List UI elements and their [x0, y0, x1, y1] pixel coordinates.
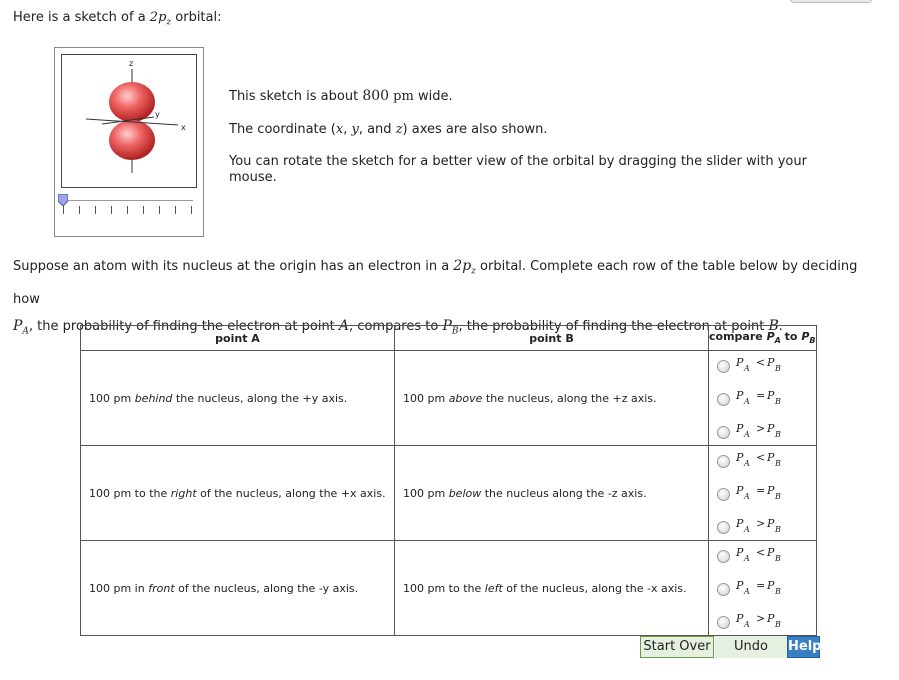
radio-button[interactable]	[717, 393, 730, 406]
header-compare-to: to	[780, 330, 802, 344]
x-axis-label: x	[181, 123, 186, 132]
compare-expression	[736, 451, 796, 471]
slider-tick	[95, 206, 96, 214]
slider-tick	[63, 206, 64, 214]
intro-suffix: orbital:	[171, 10, 222, 25]
point-b-cell-emphasis: below	[448, 486, 482, 500]
header-compare	[709, 326, 817, 351]
expr-s2: B	[775, 587, 781, 596]
point-a-cell-emphasis: right	[170, 486, 197, 500]
q-t1: Suppose an atom with its nucleus at the origin has an electron in a	[13, 259, 454, 274]
expr-s1: A	[744, 492, 750, 501]
info2-y: y	[351, 122, 359, 137]
compare-expression	[736, 389, 796, 409]
expr-s2: B	[775, 397, 781, 406]
orbital-svg	[62, 55, 196, 187]
compare-expression	[736, 579, 796, 599]
point-b-cell-post: the nucleus along the -z axis.	[481, 486, 647, 500]
sketch-size-info	[229, 88, 453, 104]
expr-op: <	[756, 546, 766, 559]
q-point-a: A	[338, 317, 350, 334]
upper-lobe	[109, 82, 155, 122]
point-a-cell-post: the nucleus, along the +y axis.	[172, 391, 348, 405]
expr-s2: B	[775, 620, 781, 629]
header-compare-pb: P	[801, 330, 810, 344]
expr-p2: P	[767, 422, 775, 435]
slider-tick	[111, 206, 112, 214]
q-t4: , compares to	[349, 318, 443, 334]
compare-option[interactable]	[717, 611, 816, 633]
q-pa-sub: A	[22, 326, 29, 337]
q-pb-sub: B	[451, 326, 459, 337]
q-pa: P	[13, 317, 23, 334]
radio-button[interactable]	[717, 550, 730, 563]
z-axis-label: z	[129, 59, 134, 68]
expr-s1: A	[744, 554, 750, 563]
header-compare-pb-sub: B	[809, 336, 816, 346]
slider-tick	[143, 206, 144, 214]
radio-button[interactable]	[717, 521, 730, 534]
slider-tick	[127, 206, 128, 214]
table-row	[81, 541, 817, 636]
compare-expression	[736, 484, 796, 504]
help-button[interactable]: Help	[787, 636, 820, 658]
compare-radio-group	[709, 351, 816, 445]
slider-tick	[159, 206, 160, 214]
expr-s1: A	[744, 397, 750, 406]
info2-x: x	[335, 122, 344, 137]
start-over-button[interactable]: Start Over	[640, 636, 714, 658]
expr-p1: P	[736, 546, 744, 559]
expr-s1: A	[744, 525, 750, 534]
info2-prefix: The coordinate (	[229, 122, 336, 137]
info1-prefix: This sketch is about	[229, 89, 363, 104]
radio-button[interactable]	[717, 616, 730, 629]
point-b-cell-post: of the nucleus, along the -x axis.	[502, 581, 687, 595]
point-a-cell	[81, 446, 395, 541]
compare-cell	[709, 541, 817, 636]
expr-p2: P	[767, 389, 775, 402]
compare-option[interactable]	[717, 421, 816, 443]
orbital-sketch-panel	[54, 47, 204, 237]
slider-tick	[175, 206, 176, 214]
compare-radio-group	[709, 541, 816, 635]
info2-suffix: ) axes are also shown.	[402, 122, 548, 137]
radio-button[interactable]	[717, 455, 730, 468]
expr-p2: P	[767, 546, 775, 559]
table-row	[81, 446, 817, 541]
expr-op: =	[756, 484, 766, 497]
point-a-cell-post: of the nucleus, along the -y axis.	[174, 581, 359, 595]
radio-button[interactable]	[717, 583, 730, 596]
expr-p1: P	[736, 389, 744, 402]
compare-expression	[736, 612, 796, 632]
point-a-cell	[81, 351, 395, 446]
q-point-b: B	[768, 317, 779, 334]
q-t6: .	[778, 318, 783, 334]
info1-suffix: wide.	[413, 89, 453, 104]
expr-p2: P	[767, 517, 775, 530]
compare-option[interactable]	[717, 450, 816, 472]
expr-op: <	[756, 356, 766, 369]
rotate-info: You can rotate the sketch for a better view of the orbital by dragging the slider with your mouse.	[229, 154, 807, 185]
expr-p2: P	[767, 356, 775, 369]
orbital-viewport	[61, 54, 197, 188]
expr-p1: P	[736, 484, 744, 497]
slider-ticks	[63, 206, 193, 216]
point-b-cell-pre: 100 pm	[403, 391, 449, 405]
point-b-cell	[395, 351, 709, 446]
table-row	[81, 351, 817, 446]
expr-s2: B	[775, 459, 781, 468]
point-a-cell-post: of the nucleus, along the +x axis.	[196, 486, 386, 500]
expr-p2: P	[767, 579, 775, 592]
intro-orbital: 2p	[149, 10, 167, 25]
expr-s2: B	[775, 525, 781, 534]
point-a-cell	[81, 541, 395, 636]
sketch-width-unit: pm	[389, 89, 414, 104]
point-a-cell-pre: 100 pm to the	[89, 486, 171, 500]
expr-p1: P	[736, 612, 744, 625]
sketch-width-value: 800	[362, 88, 390, 104]
expr-s2: B	[775, 554, 781, 563]
expr-s2: B	[775, 492, 781, 501]
compare-expression	[736, 422, 796, 442]
compare-option[interactable]	[717, 483, 816, 505]
point-b-cell-post: the nucleus, along the +z axis.	[482, 391, 657, 405]
compare-expression	[736, 356, 796, 376]
rotation-slider-thumb[interactable]	[58, 194, 68, 206]
q-orbital-sub: z	[471, 266, 476, 277]
compare-cell	[709, 446, 817, 541]
header-point-b	[395, 326, 709, 351]
compare-option[interactable]	[717, 388, 816, 410]
compare-radio-group	[709, 446, 816, 540]
expr-s1: A	[744, 430, 750, 439]
point-b-cell	[395, 541, 709, 636]
expr-p1: P	[736, 579, 744, 592]
compare-option[interactable]	[717, 545, 816, 567]
compare-option[interactable]	[717, 355, 816, 377]
comparison-table	[80, 325, 817, 636]
point-b-cell-emphasis: left	[484, 581, 503, 595]
top-tab	[790, 0, 872, 3]
compare-expression	[736, 517, 796, 537]
intro-prefix: Here is a sketch of a	[13, 10, 150, 25]
header-point-a-text: point A	[215, 331, 260, 345]
expr-op: >	[756, 612, 766, 625]
table-header-row	[81, 326, 817, 351]
header-compare-pa: P	[766, 330, 775, 344]
slider-tick	[79, 206, 80, 214]
q-t5: , the probability of finding the electron at point	[458, 318, 769, 334]
expr-p1: P	[736, 451, 744, 464]
header-point-b-text: point B	[529, 331, 574, 345]
compare-cell	[709, 351, 817, 446]
point-a-cell-pre: 100 pm in	[89, 581, 149, 595]
expr-s2: B	[775, 430, 781, 439]
expr-p1: P	[736, 356, 744, 369]
expr-op: =	[756, 579, 766, 592]
point-b-cell-pre: 100 pm	[403, 486, 449, 500]
point-b-cell	[395, 446, 709, 541]
intro-text	[13, 10, 222, 28]
intro-orbital-sub: z	[166, 17, 172, 28]
compare-expression	[736, 546, 796, 566]
point-a-cell-emphasis: behind	[134, 391, 173, 405]
radio-button[interactable]	[717, 488, 730, 501]
slider-tick	[191, 206, 192, 214]
expr-s2: B	[775, 364, 781, 373]
expr-s1: A	[744, 459, 750, 468]
info2-and: , and	[358, 122, 396, 137]
point-a-cell-emphasis: front	[148, 581, 175, 595]
expr-op: <	[756, 451, 766, 464]
header-compare-pa-sub: A	[774, 336, 781, 346]
q-pb: P	[442, 317, 452, 334]
undo-button[interactable]: Undo	[715, 636, 787, 658]
expr-op: =	[756, 389, 766, 402]
expr-p1: P	[736, 422, 744, 435]
expr-s1: A	[744, 587, 750, 596]
axes-info: The coordinate (x, y, and z) axes are also shown.	[229, 122, 548, 137]
lower-lobe	[109, 120, 155, 160]
expr-op: >	[756, 422, 766, 435]
radio-button[interactable]	[717, 426, 730, 439]
q-orbital: 2p	[453, 258, 472, 274]
point-b-cell-emphasis: above	[448, 391, 483, 405]
point-a-cell-pre: 100 pm	[89, 391, 135, 405]
rotation-slider-track[interactable]	[63, 200, 193, 201]
point-b-cell-pre: 100 pm to the	[403, 581, 485, 595]
q-t2: orbital. Complete each row of the table below by deciding how	[13, 259, 858, 307]
header-compare-prefix: compare	[709, 330, 767, 344]
expr-p2: P	[767, 484, 775, 497]
expr-s1: A	[744, 364, 750, 373]
expr-s1: A	[744, 620, 750, 629]
compare-option[interactable]	[717, 516, 816, 538]
y-axis-label: y	[155, 110, 160, 119]
expr-p1: P	[736, 517, 744, 530]
expr-p2: P	[767, 451, 775, 464]
header-point-a	[81, 326, 395, 351]
info2-z: z	[395, 122, 403, 137]
compare-option[interactable]	[717, 578, 816, 600]
expr-p2: P	[767, 612, 775, 625]
q-t3: , the probability of finding the electron at point	[28, 318, 339, 334]
expr-op: >	[756, 517, 766, 530]
radio-button[interactable]	[717, 360, 730, 373]
